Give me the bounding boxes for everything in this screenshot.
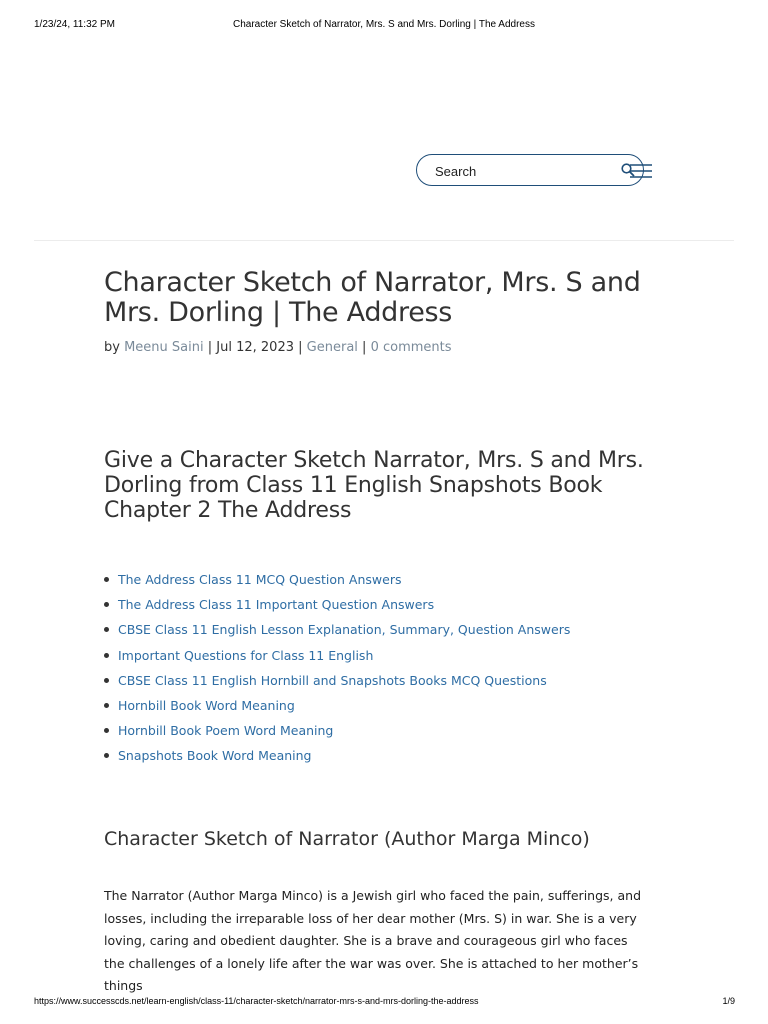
list-item bbox=[104, 621, 570, 646]
meta-by-label: by bbox=[104, 340, 120, 355]
search-box[interactable] bbox=[416, 154, 644, 186]
post-subtitle: Give a Character Sketch Narrator, Mrs. S and Mrs. Dorling from Class 11 English Snapshots Book Chapter 2 The Address bbox=[104, 448, 644, 523]
post-title: Character Sketch of Narrator, Mrs. S and Mrs. Dorling | The Address bbox=[104, 267, 641, 328]
bullet-icon bbox=[104, 653, 109, 658]
list-item bbox=[104, 697, 570, 722]
list-item bbox=[104, 747, 570, 772]
print-page-number: 1/9 bbox=[722, 996, 735, 1006]
meta-category-link[interactable]: General bbox=[306, 340, 358, 355]
meta-comments-link[interactable]: 0 comments bbox=[370, 340, 452, 355]
print-datetime: 1/23/24, 11:32 PM bbox=[34, 19, 115, 30]
related-links-list bbox=[104, 571, 570, 773]
bullet-icon bbox=[104, 577, 109, 582]
print-footer bbox=[0, 996, 768, 1010]
meta-separator: | bbox=[207, 340, 213, 355]
header-divider bbox=[34, 240, 734, 241]
related-link[interactable]: Hornbill Book Poem Word Meaning bbox=[118, 723, 334, 739]
menu-icon[interactable] bbox=[628, 162, 654, 180]
list-item bbox=[104, 596, 570, 621]
bullet-icon bbox=[104, 753, 109, 758]
post-meta bbox=[104, 340, 452, 355]
section-heading: Character Sketch of Narrator (Author Marga Minco) bbox=[104, 828, 590, 850]
related-link[interactable]: The Address Class 11 MCQ Question Answers bbox=[118, 572, 402, 587]
related-link[interactable]: The Address Class 11 Important Question Answers bbox=[118, 597, 435, 613]
related-link[interactable]: Snapshots Book Word Meaning bbox=[118, 748, 312, 764]
bullet-icon bbox=[104, 703, 109, 708]
list-item bbox=[104, 647, 570, 672]
related-link[interactable]: CBSE Class 11 English Lesson Explanation, Summary, Question Answers bbox=[118, 622, 571, 638]
bullet-icon bbox=[104, 602, 109, 607]
list-item bbox=[104, 672, 570, 697]
meta-author-link[interactable]: Meenu Saini bbox=[124, 340, 204, 355]
bullet-icon bbox=[104, 678, 109, 683]
list-item bbox=[104, 722, 570, 747]
meta-separator: | bbox=[362, 340, 367, 355]
meta-separator: | bbox=[298, 340, 303, 355]
meta-date: Jul 12, 2023 bbox=[216, 340, 294, 355]
bullet-icon bbox=[104, 627, 109, 632]
print-header bbox=[0, 19, 768, 33]
print-page-title: Character Sketch of Narrator, Mrs. S and Mrs. Dorling | The Address bbox=[233, 19, 535, 30]
search-input[interactable] bbox=[435, 162, 605, 180]
body-paragraph: The Narrator (Author Marga Minco) is a Jewish girl who faced the pain, sufferings, and losses, including the irreparable loss of her dear mother (Mrs. S) in war. She is a very loving, caring and obedient daughter. She is a brave and courageous girl who faces the challenges of a lonely life after the war was over. She is attached to her mother’s things bbox=[104, 888, 641, 993]
related-link[interactable]: Important Questions for Class 11 English bbox=[118, 647, 374, 663]
related-link[interactable]: Hornbill Book Word Meaning bbox=[118, 697, 295, 713]
bullet-icon bbox=[104, 728, 109, 733]
list-item bbox=[104, 571, 570, 596]
print-url: https://www.successcds.net/learn-english/class-11/character-sketch/narrator-mrs-s-and-mrs-dorling-the-address bbox=[34, 996, 479, 1006]
related-link[interactable]: CBSE Class 11 English Hornbill and Snapshots Books MCQ Questions bbox=[118, 672, 547, 688]
